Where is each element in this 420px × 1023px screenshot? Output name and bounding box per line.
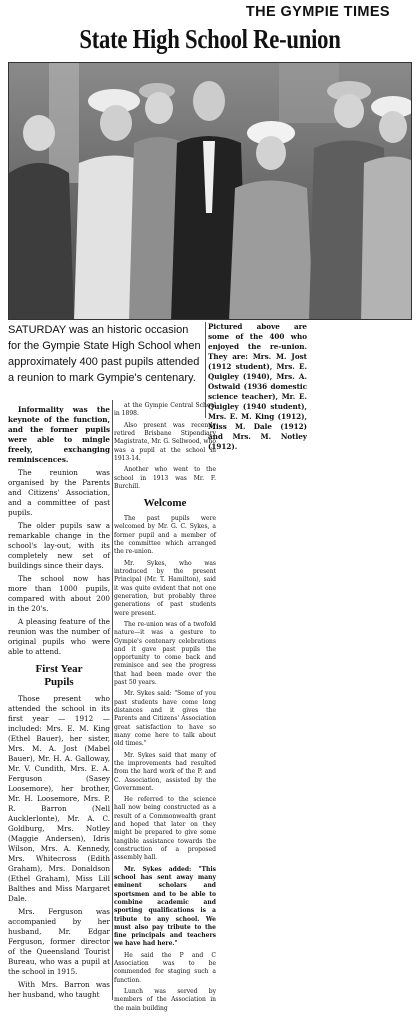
headline: State High School Re-union (79, 24, 341, 54)
masthead: THE GYMPIE TIMES (245, 4, 390, 20)
article-paragraph: Informality was the keynote of the function, and the former pupils were able to mingle freely, exchanging reminiscences. (8, 405, 110, 464)
photo-caption: Pictured above are some of the 400 who enjoyed the re-union. They are: Mrs. M. Jost (1912 student), Mrs. E. Quigley (1940), Mrs. A. Ostwald (1936 domestic science teacher), Mr. E. Quigley (1940 student), Mrs. E. M. King (1912), Miss M. Dale (1912) and Mrs. M. Notley (1912). (208, 322, 307, 451)
article-paragraph: Mr. Sykes said that many of the improvements had resulted from the hard work of the P. and C. Association, assisted by the Government. (114, 751, 216, 792)
article-paragraph: Mr. Sykes added: "This school has sent away many eminent scholars and sportsmen and to be able to combine academic and sporting qualifications is a tribute to any school. We must also pay tribute to the fine principals and teachers we have had here." (114, 865, 216, 948)
article-paragraph: The re-union was of a twofold nature—it was a gesture to Gympie's centenary celebrations and it gave past pupils the opportunity to come back and reminisce and see the progress that had been made over the past 50 years. (114, 620, 216, 687)
article-paragraph: Those present who attended the school in its first year — 1912 — included: Mrs. E. M. King (Ethel Bauer), her sister, Mrs. M. A. Jost (Mabel Bauer), Mr. H. A. Galloway, Mr. V. Cundith, Mrs. E. A. Ferguson (Sasey Loosemore), her brother, Mr. H. Loosemore, Mrs. P. R. Barron (Nell Aucklerlonte), Mr. A. C. Goldburg, Mrs. Notley (Maggie Andersen), Idris Wilson, Mrs. A. Kennedy, Mrs. Whitecross (Edith Graham), Mrs. Donaldson (Ethel Graham), Miss Lill Balthes and Miss Margaret Dale. (8, 694, 110, 903)
article-paragraph: Another who went to the school in 1913 was Mr. F. Burchill. (114, 466, 216, 490)
lede-paragraph: SATURDAY was an historic occasion for the Gympie State High School when approximately 400 past pupils attended a reunion to mark Gympie's centenary. (8, 324, 201, 384)
article-paragraph: The past pupils were welcomed by Mr. G. C. Sykes, a former pupil and a member of the committee which arranged the re-union. (114, 515, 216, 556)
subheading-line: First Year (35, 663, 83, 675)
column-rule-1 (112, 400, 113, 1000)
article-column-1 (8, 405, 110, 1003)
article-paragraph: The older pupils saw a remarkable change in the school's lay-out, with its completely new set of buildings since their days. (8, 521, 110, 570)
group-photo (8, 62, 412, 320)
article-paragraph: Also present was recently retired Brisbane Stipendiary Magistrate, Mr. G. Sellwood, who was a pupil at the school in 1913-14. (114, 421, 216, 462)
article-paragraph: A pleasing feature of the reunion was the number of original pupils who were able to attend. (8, 617, 110, 656)
subheading-first-year (8, 663, 110, 689)
subheading-line: Pupils (44, 676, 74, 688)
article-paragraph: The school now has more than 1000 pupils, compared with about 200 in the 20's. (8, 574, 110, 613)
article-paragraph: Mrs. Ferguson was accompanied by her husband, Mr. Edgar Ferguson, former director of the Queensland Tourist Bureau, who was a pupil at the school in 1915. (8, 907, 110, 976)
subheading-welcome: Welcome (143, 497, 187, 510)
article-paragraph: Mr. Sykes, who was introduced by the present Principal (Mr. T. Hamilton), said it was quite evident that not one generation, but probably three generations of past students were present. (114, 559, 216, 617)
article-column-2 (114, 402, 216, 1016)
article-paragraph: He said the P and C Association was to be commended for staging such a function. (114, 951, 216, 984)
group-photo-image (9, 63, 412, 320)
article-paragraph: Lunch was served by members of the Association in the main building (114, 988, 216, 1012)
article-paragraph: The reunion was organised by the Parents and Citizens' Association, and a committee of past pupils. (8, 468, 110, 517)
article-paragraph: at the Gympie Central School in 1898. (114, 402, 216, 418)
article-paragraph: Mr. Sykes said: "Some of you past students have come long distances and it gives the Parents and Citizens' Association great satisfaction to have so many come here to talk about old times." (114, 690, 216, 748)
article-paragraph: He referred to the science hall now being constructed as a result of a Commonwealth grant and hoped that later on they might be prepared to give some tangible assistance towards the construction of a proposed assembly hall. (114, 796, 216, 862)
article-paragraph: With Mrs. Barron was her husband, who taught (8, 980, 110, 999)
